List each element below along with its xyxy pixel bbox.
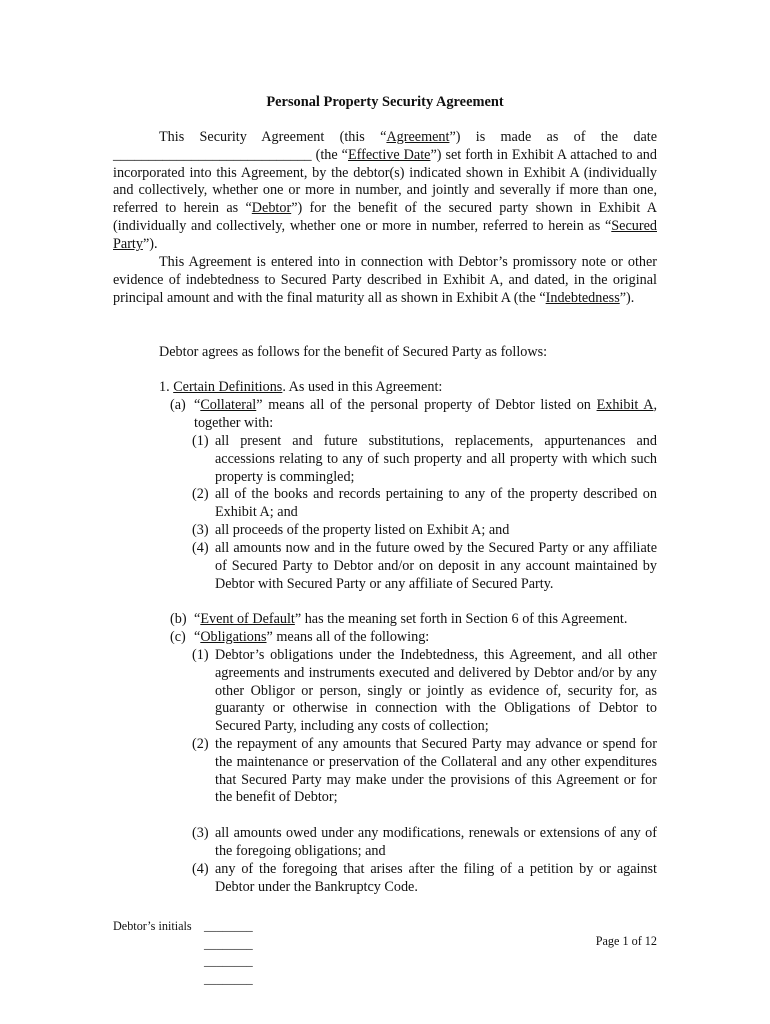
- definition-text: [194, 397, 657, 433]
- indebtedness-paragraph: [113, 254, 657, 307]
- item-text: any of the foregoing that arises after the filing of a petition by or against Debtor under the Bankruptcy Code.: [215, 861, 657, 895]
- definition-obligations: [170, 629, 657, 647]
- term-indebtedness: Indebtedness: [545, 289, 620, 306]
- item-label: (b): [170, 611, 187, 627]
- item-text: all present and future substitutions, replacements, appurtenances and accessions relating to any of such property and all property with which such property is commingled;: [215, 433, 657, 485]
- agreement-statement: Debtor agrees as follows for the benefit of Secured Party as follows:: [159, 344, 548, 360]
- term-event-of-default: Event of Default: [200, 611, 295, 627]
- section-1-heading: [113, 379, 657, 397]
- item-text: all amounts owed under any modifications, renewals or extensions of any of the foregoing obligations; and: [215, 825, 657, 859]
- text-run: “: [194, 611, 201, 627]
- item-label: (1): [192, 647, 209, 663]
- list-item: [192, 486, 657, 522]
- item-label: (4): [192, 861, 209, 877]
- item-label: (3): [192, 825, 209, 841]
- intro-paragraph: [113, 129, 657, 254]
- text-run: , together with:: [194, 397, 657, 431]
- item-text: all amounts now and in the future owed by the Secured Party or any affiliate of Secured Party to Debtor and/or on deposit in any account maintained by Debtor with Secured Party or any affiliate of Secured Party.: [215, 540, 657, 592]
- item-label: (4): [192, 540, 209, 556]
- document-title: Personal Property Security Agreement: [266, 94, 504, 110]
- item-label: (c): [170, 629, 186, 645]
- section-number: 1.: [159, 379, 170, 395]
- list-item: [192, 647, 657, 736]
- term-agreement: Agreement: [386, 129, 450, 145]
- item-label: (2): [192, 486, 209, 502]
- definition-collateral: [170, 397, 657, 433]
- term-collateral: Collateral: [200, 397, 257, 413]
- text-run: This Security Agreement (this “: [159, 129, 387, 145]
- text-run: . As used in this Agreement:: [282, 379, 443, 395]
- definition-event-of-default: [170, 611, 657, 629]
- page-number: Page 1 of 12: [595, 934, 657, 948]
- debtor-initials-block: [113, 918, 253, 986]
- term-secured-party: Secured Party: [113, 217, 657, 252]
- initials-line[interactable]: ________: [204, 971, 253, 986]
- list-item: [192, 540, 657, 593]
- list-item: [192, 861, 657, 897]
- initials-line[interactable]: ________: [204, 936, 253, 951]
- text-run: ” has the meaning set forth in Section 6 of this Agreement.: [294, 611, 628, 627]
- initials-label: Debtor’s initials: [113, 919, 192, 933]
- text-run: ”) is made as of the date ____________________________ (the “: [113, 129, 657, 163]
- list-item: [192, 522, 657, 540]
- list-item: [192, 825, 657, 861]
- item-text: all of the books and records pertaining to any of the property described on Exhibit A; and: [215, 486, 657, 520]
- text-run: “: [194, 629, 201, 645]
- text-run: ” means all of the personal property of Debtor listed on: [256, 397, 597, 413]
- item-label: (3): [192, 522, 209, 538]
- text-run: ”).: [619, 289, 635, 306]
- definition-text: [194, 611, 657, 629]
- list-item: [192, 433, 657, 486]
- section-title: Certain Definitions: [173, 379, 283, 395]
- text-run: ” means all of the following:: [266, 629, 430, 645]
- item-label: (2): [192, 736, 209, 752]
- term-effective-date: Effective Date: [347, 146, 431, 163]
- text-run: ”) set forth in Exhibit A attached to and incorporated into this Agreement, by the debtor(s) indicated shown in Exhibit A (individually and collectively, whether one or more in number, and jointly and severally if more than one, referred to herein as “: [113, 146, 657, 217]
- initials-lines: [204, 918, 264, 988]
- text-run: This Agreement is entered into in connection with Debtor’s promissory note or other evidence of indebtedness to Secured Party described in Exhibit A, and dated, in the original principal amount and with the final maturity all as shown in Exhibit A (the “: [113, 254, 657, 306]
- initials-line[interactable]: ________: [204, 954, 253, 968]
- term-debtor: Debtor: [251, 200, 292, 217]
- item-text: all proceeds of the property listed on Exhibit A; and: [215, 522, 510, 538]
- text-run: ”) for the benefit of the secured party shown in Exhibit A (individually and collectively, whether one or more in number, referred to herein as “: [113, 200, 658, 234]
- exhibit-a-reference: Exhibit A: [596, 397, 654, 413]
- item-text: the repayment of any amounts that Secured Party may advance or spend for the maintenance or preservation of the Collateral and any other expenditures that Secured Party may make under the provisions of this Agreement or for the benefit of Debtor;: [215, 736, 657, 806]
- item-label: (1): [192, 433, 209, 449]
- text-run: ”).: [142, 235, 158, 252]
- term-obligations: Obligations: [200, 629, 267, 645]
- item-label: (a): [170, 397, 186, 413]
- initials-line[interactable]: ________: [204, 919, 253, 933]
- list-item: [192, 736, 657, 807]
- definition-text: [194, 629, 657, 647]
- item-text: Debtor’s obligations under the Indebtedness, this Agreement, and all other agreements and instruments executed and delivered by Debtor and/or by any other Obligor or person, singly or jointly as evidence of, security for, as guaranty or otherwise in connection with the Obligations of Debtor to Secured Party, including any costs of collection;: [215, 647, 657, 735]
- text-run: “: [194, 397, 201, 413]
